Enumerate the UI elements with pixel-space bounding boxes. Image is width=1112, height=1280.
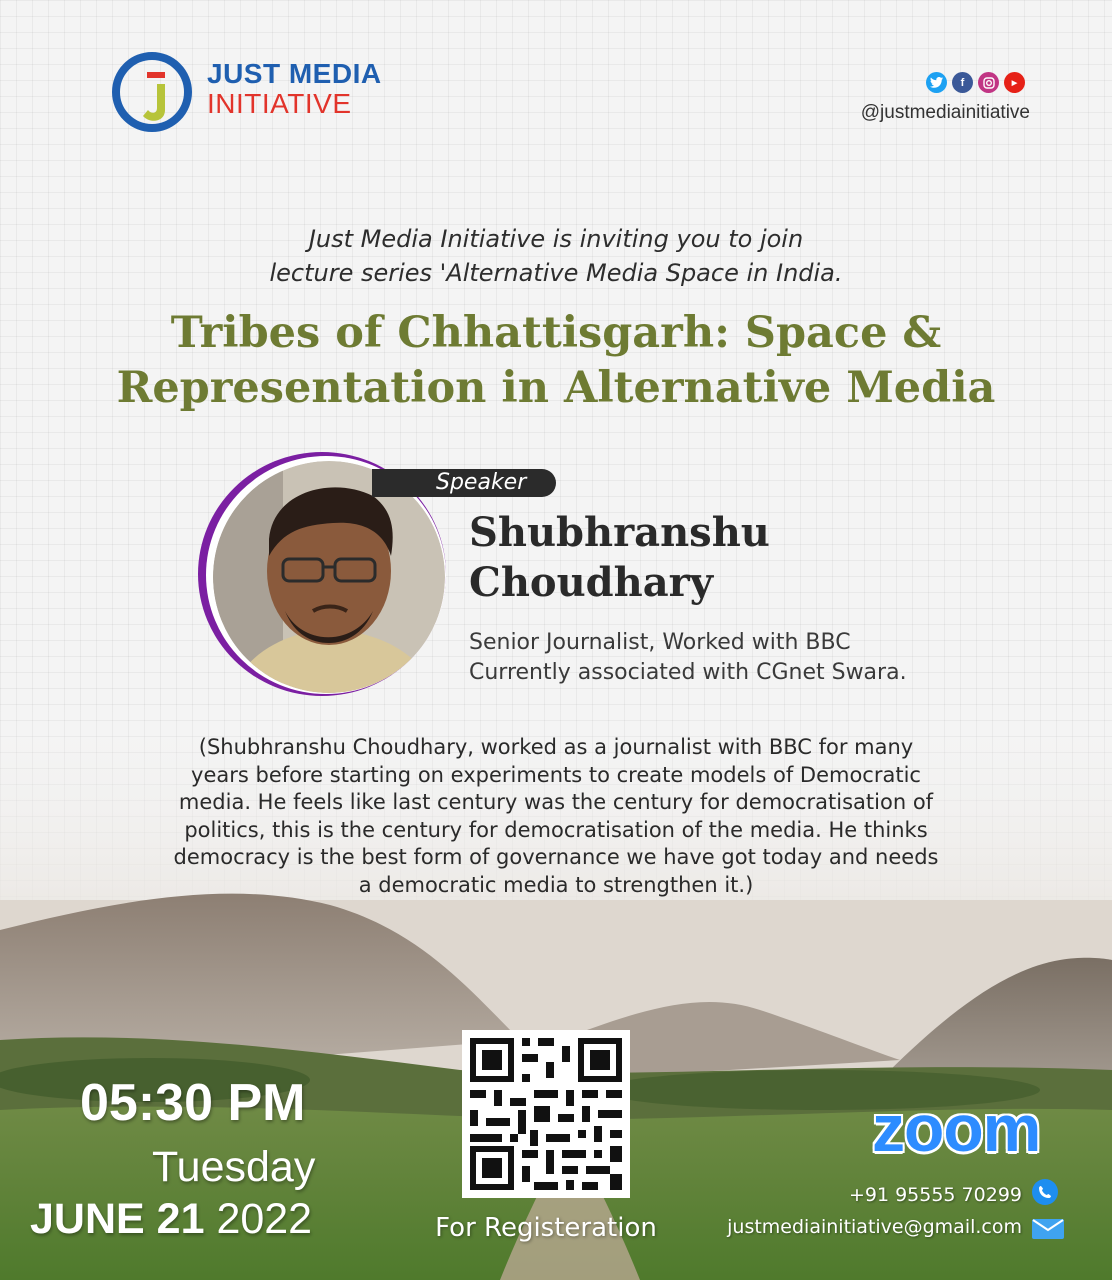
bio-line: (Shubhranshu Choudhary, worked as a journalist with BBC for many <box>198 735 914 759</box>
phone-icon <box>1032 1179 1058 1205</box>
speaker-role-line: Senior Journalist, Worked with BBC <box>469 630 851 655</box>
qr-code-graphic <box>462 1030 630 1198</box>
invitation-text <box>0 222 1112 290</box>
speaker-name <box>469 508 770 608</box>
twitter-icon[interactable] <box>926 72 947 93</box>
bio-line: politics, this is the century for democratisation of the media. He thinks <box>184 817 928 842</box>
youtube-icon[interactable]: ▶ <box>1004 72 1025 93</box>
speaker-bio <box>130 734 982 899</box>
registration-qr-code[interactable] <box>462 1030 630 1198</box>
invitation-line: Just Media Initiative is inviting you to join <box>308 225 804 253</box>
speaker-label: Speaker <box>436 470 527 495</box>
speaker-name-line: Choudhary <box>469 559 713 606</box>
contact-phone[interactable]: +91 95555 70299 <box>848 1184 1022 1206</box>
title-line: Tribes of Chhattisgarh: Space & <box>170 308 942 358</box>
logo-text-initiative: INITIATIVE <box>207 88 352 119</box>
logo-mark <box>110 50 194 134</box>
mail-icon <box>1032 1219 1064 1239</box>
zoom-logo: zoom <box>872 1091 1041 1165</box>
contact-email[interactable]: justmediainitiative@gmail.com <box>727 1216 1022 1238</box>
social-handle[interactable]: @justmediainitiative <box>860 102 1030 123</box>
event-date-year: 2022 <box>216 1195 313 1243</box>
social-icons <box>926 72 1025 93</box>
event-day: Tuesday <box>152 1143 316 1191</box>
bio-line: a democratic media to strengthen it.) <box>358 872 754 897</box>
title-line: Representation in Alternative Media <box>116 363 996 413</box>
logo-text-just-media: JUST MEDIA <box>207 58 382 89</box>
event-date-month-day: JUNE 21 <box>30 1195 205 1243</box>
event-time: 05:30 PM <box>80 1074 306 1132</box>
lecture-title <box>0 306 1112 416</box>
bio-line: media. He feels like last century was the century for democratisation of <box>178 790 934 814</box>
bio-line: years before starting on experiments to create models of Democratic <box>191 762 921 787</box>
registration-caption: For Registeration <box>435 1213 657 1243</box>
bio-line: democracy is the best form of governance we have got today and needs <box>173 845 939 869</box>
speaker-role-line: Currently associated with CGnet Swara. <box>469 660 907 685</box>
speaker-name-line: Shubhranshu <box>469 509 770 556</box>
facebook-icon[interactable]: f <box>952 72 973 93</box>
speaker-role <box>469 628 907 688</box>
instagram-icon[interactable] <box>978 72 999 93</box>
event-date <box>30 1195 312 1244</box>
invitation-line: lecture series 'Alternative Media Space in India. <box>269 259 843 287</box>
